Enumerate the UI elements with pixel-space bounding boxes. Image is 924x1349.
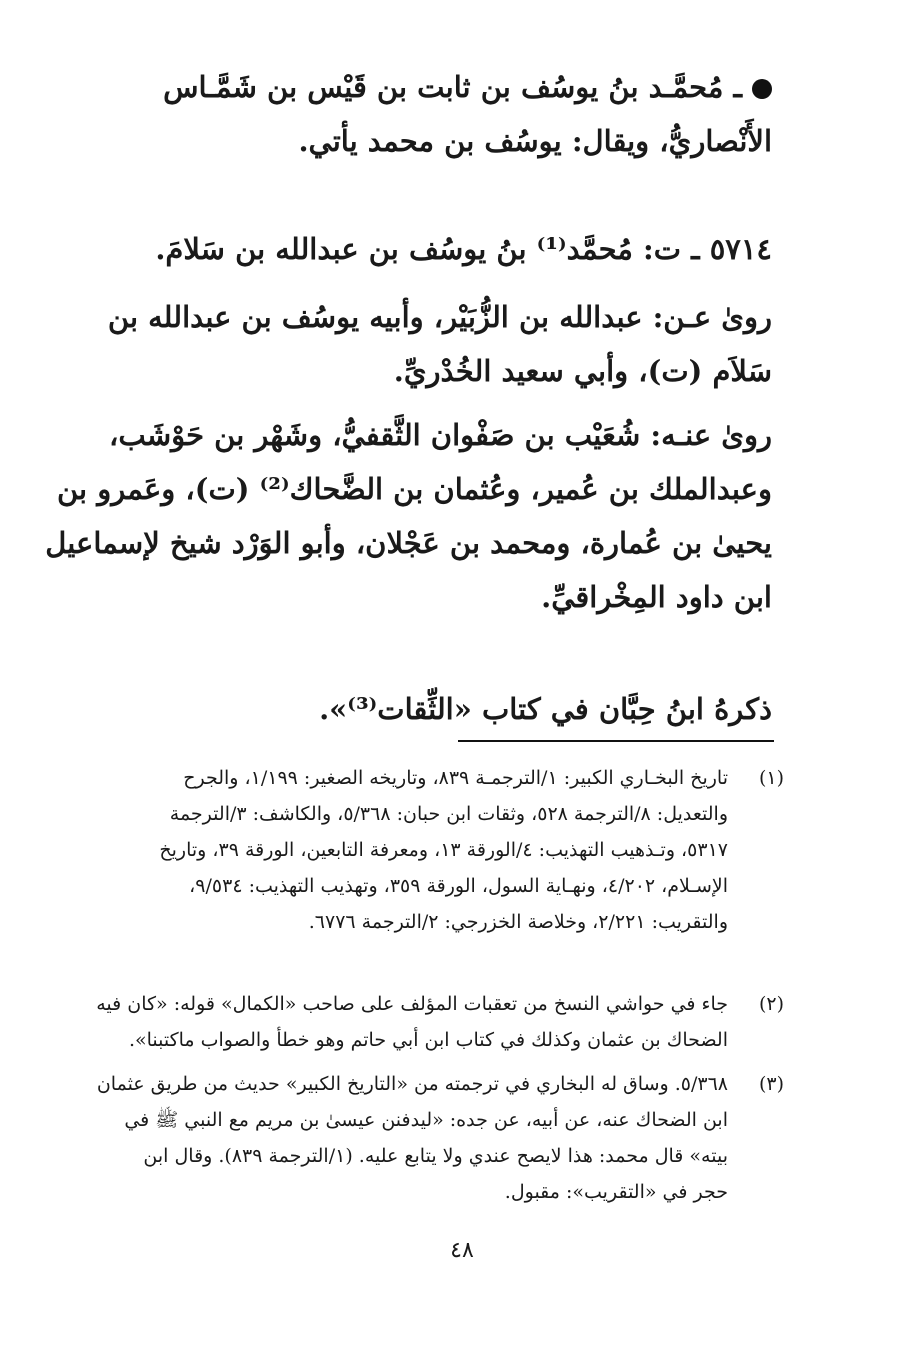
narrated-from-paragraph (72, 290, 772, 398)
footnote-3-line-1: ٥/٣٦٨. وساق له البخاري في ترجمته من «التاريخ الكبير» حديث من طريق عثمان (96, 1073, 728, 1095)
footnote-3-number: (٣) (758, 1073, 784, 1095)
footnote-1-line-5: والتقريب: ٢/٢٢١، وخلاصة الخزرجي: ٢/الترجمة ٦٧٧٦. (308, 911, 728, 933)
footnote-1-line-3: ٥٣١٧، وتـذهيب التهذيب: ٤/الورقة ١٣، ومعرفة التابعين، الورقة ٣٩، وتاريخ (159, 839, 728, 861)
riwaya-anhu-line-4: ابن داود المِخْراقيِّ. (541, 580, 772, 614)
narrated-from-him-paragraph (45, 408, 772, 624)
ibn-hibban-mention (72, 682, 772, 736)
entry-5714-heading (72, 222, 772, 276)
entry-muhammad-ibn-yusuf-ibn-thabit (72, 60, 772, 168)
footnote-2-line-1: جاء في حواشي النسخ من تعقبات المؤلف على صاحب «الكمال» قوله: «كان فيه (96, 993, 728, 1015)
footnote-1-number: (١) (758, 767, 784, 789)
footnote-3-line-4: حجر في «التقريب»: مقبول. (504, 1181, 728, 1203)
footnote-2-line-2: الضحاك بن عثمان وكذلك في كتاب ابن أبي حاتم وهو خطأ والصواب ماكتبنا». (128, 1029, 728, 1051)
riwaya-anhu-line-1: روىٰ عنـه: شُعَيْب بن صَفْوان الثَّقفيُّ، وشَهْر بن حَوْشَب، (109, 418, 772, 452)
footnote-3-line-3: بيته» قال محمد: هذا لايصح عندي ولا يتابع عليه. (١/الترجمة ٨٣٩). وقال ابن (143, 1145, 728, 1167)
footnote-1 (72, 760, 784, 940)
footnote-2-number: (٢) (758, 993, 784, 1015)
footnote-1-line-1: تاريخ البخـاري الكبير: ١/الترجمـة ٨٣٩، وتاريخه الصغير: ١/١٩٩، والجرح (183, 767, 728, 789)
riwaya-an-line-2: سَلاَم (ت)، وأبي سعيد الخُدْريِّ. (393, 354, 772, 388)
footnote-2 (72, 986, 784, 1058)
entry1-line-1: ـ مُحمَّـد بنُ يوسُف بن ثابت بن قَيْس بن شَمَّـاس (72, 60, 772, 114)
footnote-1-line-4: الإسـلام، ٤/٢٠٢، ونهـاية السول، الورقة ٣٥٩، وتهذيب التهذيب: ٩/٥٣٤، (189, 875, 728, 897)
footnote-3-line-2: ابن الضحاك عنه، عن أبيه، عن جده: «ليدفنن عيسىٰ بن مريم مع النبي ﷺ في (124, 1109, 728, 1131)
riwaya-anhu-line-3: يحيىٰ بن عُمارة، ومحمد بن عَجْلان، وأبو الوَرْد شيخ لإسماعيل (45, 526, 772, 560)
page-number: ٤٨ (450, 1238, 474, 1263)
dhikr-line-1: ذكرهُ ابنُ حِبَّان في كتاب «الثِّقات⁽³⁾». (319, 692, 772, 726)
entry2-line-1: ٥٧١٤ ـ ت: مُحمَّد⁽¹⁾ بنُ يوسُف بن عبدالله بن سَلامَ. (155, 232, 772, 266)
riwaya-anhu-line-2: وعبدالملك بن عُمير، وعُثمان بن الضَّحاك⁽²⁾ (ت)، وعَمرو بن (56, 472, 772, 506)
entry1-line-2: الأَنْصاريُّ، ويقال: يوسُف بن محمد يأتي. (298, 124, 772, 158)
footnote-1-line-2: والتعديل: ٨/الترجمة ٥٢٨، وثقات ابن حبان: ٥/٣٦٨، والكاشف: ٣/الترجمة (169, 803, 728, 825)
footnote-separator (458, 740, 774, 742)
bullet-icon (752, 79, 772, 99)
riwaya-an-line-1: روىٰ عـن: عبدالله بن الزُّبَيْر، وأبيه يوسُف بن عبدالله بن (107, 300, 772, 334)
footnote-3 (72, 1066, 784, 1210)
